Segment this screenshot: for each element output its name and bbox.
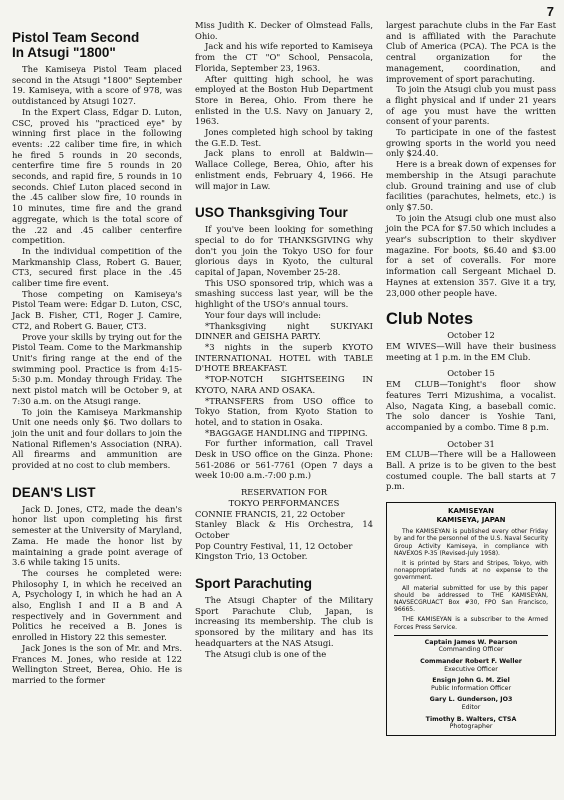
sport-parachuting-headline: Sport Parachuting [195,576,313,592]
pistol-paragraph-6: To join the Kamiseya Markmanship Unit one needs only $6. Two dollars to join the unit and four dollars to join the National Riflemen's Association (NRA). All firearms and ammunition are provided at no cost to club members. [12,406,182,471]
club-note-1: EM WIVES—Will have their business meeting at 1 p.m. in the EM Club. [386,340,556,362]
sport-continued-1: largest parachute clubs in the Far East and is affiliated with the Parachute Club of America (PCA). The PCA is the central organization for the management, coordination, and improvement of sport parachuting. [386,20,556,84]
deans-paragraph-3: Jack Jones is the son of Mr. and Mrs. Frances M. Jones, who reside at 122 Wellington Street, Berea, Ohio. He is married to the former [12,642,182,685]
uso-item-hotel: *3 nights in the superb KYOTO INTERNATIONAL HOTEL with TABLE D'HOTE BREAKFAST. [195,341,373,374]
deans-continued-1: Miss Judith K. Decker of Olmstead Falls, Ohio. [195,20,373,41]
reservation-item-3: Pop Country Festival, 11, 12 October [195,540,353,551]
pistol-team-headline [12,30,182,60]
club-note-2: EM CLUB—Tonight's floor show features Terri Mizushima, a vocalist. Also, Nagata King, a baseball comic. The solo dancer is Yoshie Tani, accompanied by a combo. Time 8 p.m. [386,379,556,432]
sport-continued-5: To join the Atsugi club one must also join the PCA for $7.50 which includes a year's subscription to their skydiver magazine. For boots, $6.40 and $3.00 for a set of coveralls. For more information call Sergeant Michael D. Haynes at extension 357. Give it a try, 23,000 other people have. [386,212,556,298]
column-1 [12,20,182,686]
staff-role: Public Information Officer [430,684,512,692]
pistol-title-line-1: Pistol Team Second [12,30,140,45]
uso-item-dinner: *Thanksgiving night SUKIYAKI DINNER and GEISHA PARTY. [195,320,373,342]
pistol-title-line-2: In Atsugi "1800" [12,45,116,60]
masthead-paragraph-3: All material submitted for use by this paper should be addressed to THE KAMISEYAN, NAVSECGRUACT Box #30, FPO San Francisco, 96665. [394,584,548,614]
staff-name: Ensign John G. M. Ziel [432,677,510,685]
staff-name: Gary L. Gunderson, JO3 [429,696,513,704]
deans-continued-4: Jones completed high school by taking the G.E.D. Test. [195,127,373,148]
uso-paragraph-3: Your four days will include: [205,309,321,320]
reservation-item-4: Kingston Trio, 13 October. [195,551,308,562]
masthead-paragraph-4: THE KAMISEYAN is a subscriber to the Armed Forces Press Service. [394,616,548,631]
masthead-box [386,502,556,736]
masthead-name: KAMISEYAN [448,507,494,516]
uso-tour-headline: USO Thanksgiving Tour [195,205,348,221]
staff-role: Photographer [449,723,493,731]
uso-item-transfers: *TRANSFERS from USO office to Tokyo Station, from Kyoto Station to hotel, and to station in Osaka. [195,395,373,427]
page-number: 7 [546,4,554,19]
deans-paragraph-2: The courses he completed were: Philosophy I, in which he received an A, Psychology I, in which he had an A also, English I and II a B and A respectively and in Government and Politics he received a B. Jones is enrolled in History 22 this semester. [12,567,182,643]
deans-continued-2: Jack and his wife reported to Kamiseya from the CT "O" School, Pensacola, Florida, September 23, 1963. [195,41,373,73]
sport-paragraph-2: The Atsugi club is one of the [205,648,327,659]
reservation-heading-1: RESERVATION FOR [240,487,328,498]
deans-continued-5: Jack plans to enroll at Baldwin—Wallace College, Berea, Ohio, after his enlistment ends, February 4, 1966. He will major in Law. [195,148,373,191]
staff-entry [394,658,548,673]
column-2 [195,20,373,659]
masthead-place: KAMISEYA, JAPAN [436,515,506,524]
deans-paragraph-1: Jack D. Jones, CT2, made the dean's honor list upon completing his first semester at the University of Maryland, Zama. He made the honor list by maintaining a grade point average of 3.6 while taking 15 units. [12,503,182,568]
club-notes-headline: Club Notes [386,310,474,329]
pistol-paragraph-4: Those competing on Kamiseya's Pistol Team were: Edgar D. Luton, CSC, Jack B. Fisher, CT1, Roger J. Camire, CT2, and Robert G. Bauer, CT3. [12,288,182,331]
pistol-paragraph-5: Prove your skills by trying out for the Pistol Team. Come to the Markmanship Unit's firing range at the end of the swimming pool. Practice is from 4:15-5:30 p.m. Monday through Friday. The next pistol match will be October 9, at 7:30 a.m. on the Atsugi range. [12,331,182,406]
deans-list-headline: DEAN'S LIST [12,484,96,500]
staff-role: Commanding Officer [438,646,504,654]
uso-paragraph-1: If you've been looking for something special to do for THANKSGIVING why don't you join the Tokyo USO for four glorious days in Kyoto, the cultural capital of Japan, November 25-28. [195,224,373,278]
staff-name: Timothy B. Walters, CTSA [425,715,517,723]
uso-item-sightseeing: *TOP-NOTCH SIGHTSEEING IN KYOTO, NARA AND OSAKA. [195,374,373,395]
staff-entry [394,639,548,654]
masthead-paragraph-2: It is printed by Stars and Stripes, Tokyo, with nonappropriated funds at no expense to the government. [394,559,548,582]
sport-continued-2: To join the Atsugi club you must pass a flight physical and if under 21 years of age you must have the written consent of your parents. [386,84,556,127]
staff-role: Executive Officer [444,665,498,673]
sport-continued-4: Here is a break down of expenses for membership in the Atsugi parachute club. Ground training and use of club facilities (parachutes, helmets, etc.) is only $7.50. [386,159,556,212]
staff-name: Commander Robert F. Weller [420,657,522,665]
reservation-heading-2: TOKYO PERFORMANCES [228,497,340,508]
column-3 [386,20,556,736]
pistol-paragraph-1: The Kamiseya Pistol Team placed second in the Atsugi "1800" September 19. Kamiseya, with a score of 978, was outdistanced by Atsugi 1027. [12,64,182,107]
club-date-3: October 31 [447,438,495,449]
sport-paragraph-1: The Atsugi Chapter of the Military Sport Parachute Club, Japan, is increasing its membership. The club is sponsored by the military and has its headquarters at the NAS Atsugi. [195,595,373,648]
uso-paragraph-info: For further information, call Travel Desk in USO office on the Ginza. Phone: 561-2086 or 561-7761 (Open 7 days a week 10:00 a.m.-7:00 p.m.) [195,438,373,481]
deans-continued-3: After quitting high school, he was employed at the Boston Hub Department Store in Berea, Ohio. From there he enlisted in the U.S. Navy on January 2, 1963. [195,73,373,127]
uso-paragraph-2: This USO sponsored trip, which was a smashing success last year, will be the highlight of the USO's annual tours. [195,277,373,310]
staff-role: Editor [461,703,481,711]
staff-entry [394,716,548,731]
reservation-item-2: Stanley Black & His Orchestra, 14 October [195,519,373,540]
masthead-divider [394,635,548,636]
sport-continued-3: To participate in one of the fastest growing sports in the world you need only $24.40. [386,127,556,159]
pistol-paragraph-3: In the individual competition of the Markmanship Class, Robert G. Bauer, CT3, secured first place in the .45 caliber time fire event. [12,245,182,289]
uso-item-baggage: *BAGGAGE HANDLING and TIPPING. [205,427,368,438]
masthead-paragraph-1: The KAMISEYAN is published every other Friday by and for the personnel of the U.S. Naval Security Group Activity Kamiseya, in compliance with NAVEXOS P-35 (Revised-July 1958). [394,528,548,557]
staff-name: Captain James W. Pearson [424,638,518,646]
staff-entry [394,677,548,692]
staff-entry [394,696,548,711]
club-note-3: EM CLUB—There will be a Halloween Ball. A prize is to be given to the best costumed couple. The ball starts at 7 p.m. [386,449,556,492]
pistol-paragraph-2: In the Expert Class, Edgar D. Luton, CSC, proved his "practiced eye" by winning first place in the following events: .22 caliber time fire, in which he fired 5 rounds in 20 seconds, centerfire time fire 5 rounds in 20 seconds, and rapid fire, 5 rounds in 10 seconds. Chief Luton placed second in the .45 caliber slow fire, 10 rounds in 10 minutes, time fire and the grand aggregate, which is the total score of the .22 and .45 caliber centerfire competition. [12,106,182,246]
reservation-item-1: CONNIE FRANCIS, 21, 22 October [195,508,345,519]
club-date-2: October 15 [447,368,495,379]
club-date-1: October 12 [447,330,495,341]
